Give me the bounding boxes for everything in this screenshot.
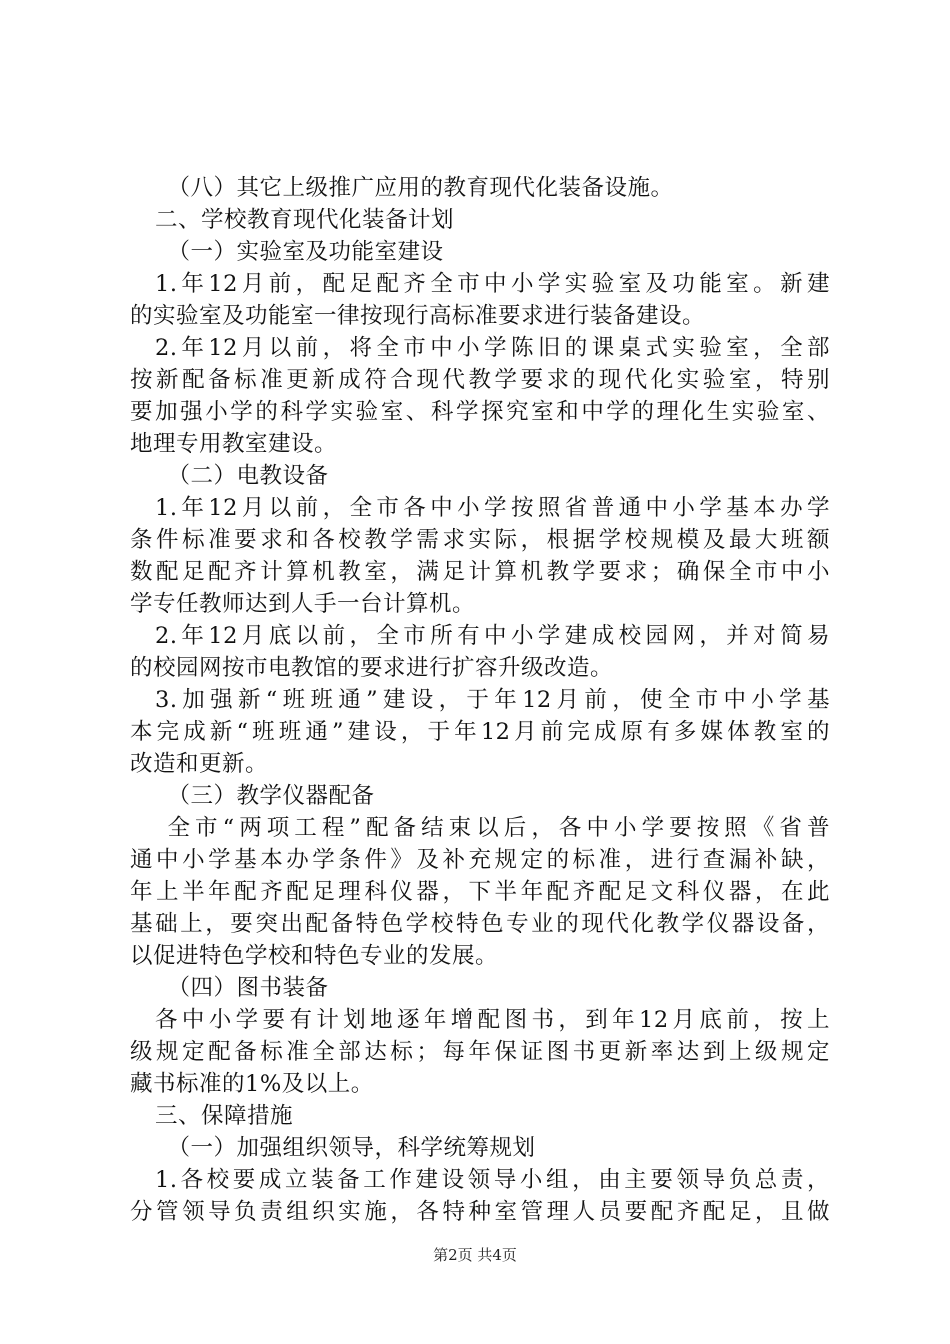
text-line: 学专任教师达到人手一台计算机。	[130, 591, 476, 617]
text-line: （一）实验室及功能室建设	[167, 239, 444, 265]
text-line: 地理专用教室建设。	[130, 431, 338, 457]
text-line: 级规定配备标准全部达标；每年保证图书更新率达到上级规定	[130, 1039, 830, 1065]
text-line: 二、学校教育现代化装备计划	[155, 207, 455, 233]
text-line: 以促进特色学校和特色专业的发展。	[130, 943, 499, 969]
text-line: （二）电教设备	[167, 463, 329, 489]
text-line: （三）教学仪器配备	[167, 783, 375, 809]
page-footer: 第2页 共4页	[433, 1246, 517, 1264]
text-line: 的校园网按市电教馆的要求进行扩容升级改造。	[130, 655, 614, 681]
text-line: 全市“两项工程”配备结束以后，各中小学要按照《省普	[167, 815, 830, 841]
text-line: 2.年12月底以前，全市所有中小学建成校园网，并对简易	[155, 623, 830, 649]
text-line: 三、保障措施	[155, 1103, 294, 1129]
text-line: 通中小学基本办学条件》及补充规定的标准，进行查漏补缺，	[130, 847, 830, 873]
text-line: 1.年12月以前，全市各中小学按照省普通中小学基本办学	[155, 495, 830, 521]
text-line: 分管领导负责组织实施，各特种室管理人员要配齐配足，且做	[130, 1199, 830, 1225]
document-body	[130, 172, 830, 1228]
text-line: （八）其它上级推广应用的教育现代化装备设施。	[167, 175, 674, 201]
text-line: 1.各校要成立装备工作建设领导小组，由主要领导负总责，	[155, 1167, 830, 1193]
text-line: 3.加强新“班班通”建设，于年12月前，使全市中小学基	[155, 687, 830, 713]
text-line: 本完成新“班班通”建设，于年12月前完成原有多媒体教室的	[130, 719, 830, 745]
text-line: （一）加强组织领导，科学统筹规划	[167, 1135, 536, 1161]
text-line: 藏书标准的1%及以上。	[130, 1071, 374, 1097]
text-line: 各中小学要有计划地逐年增配图书，到年12月底前，按上	[155, 1007, 830, 1033]
text-line: 的实验室及功能室一律按现行高标准要求进行装备建设。	[130, 303, 706, 329]
text-line: 基础上，要突出配备特色学校特色专业的现代化教学仪器设备，	[130, 911, 830, 937]
text-line: 1.年12月前，配足配齐全市中小学实验室及功能室。新建	[155, 271, 830, 297]
text-line: 按新配备标准更新成符合现代教学要求的现代化实验室，特别	[130, 367, 830, 393]
text-line: 年上半年配齐配足理科仪器，下半年配齐配足文科仪器，在此	[130, 879, 830, 905]
text-line: （四）图书装备	[167, 975, 329, 1001]
text-line: 2.年12月以前，将全市中小学陈旧的课桌式实验室，全部	[155, 335, 830, 361]
text-line: 改造和更新。	[130, 751, 269, 777]
text-line: 数配足配齐计算机教室，满足计算机教学要求；确保全市中小	[130, 559, 830, 585]
text-line: 要加强小学的科学实验室、科学探究室和中学的理化生实验室、	[130, 399, 830, 425]
text-line: 条件标准要求和各校教学需求实际，根据学校规模及最大班额	[130, 527, 830, 553]
